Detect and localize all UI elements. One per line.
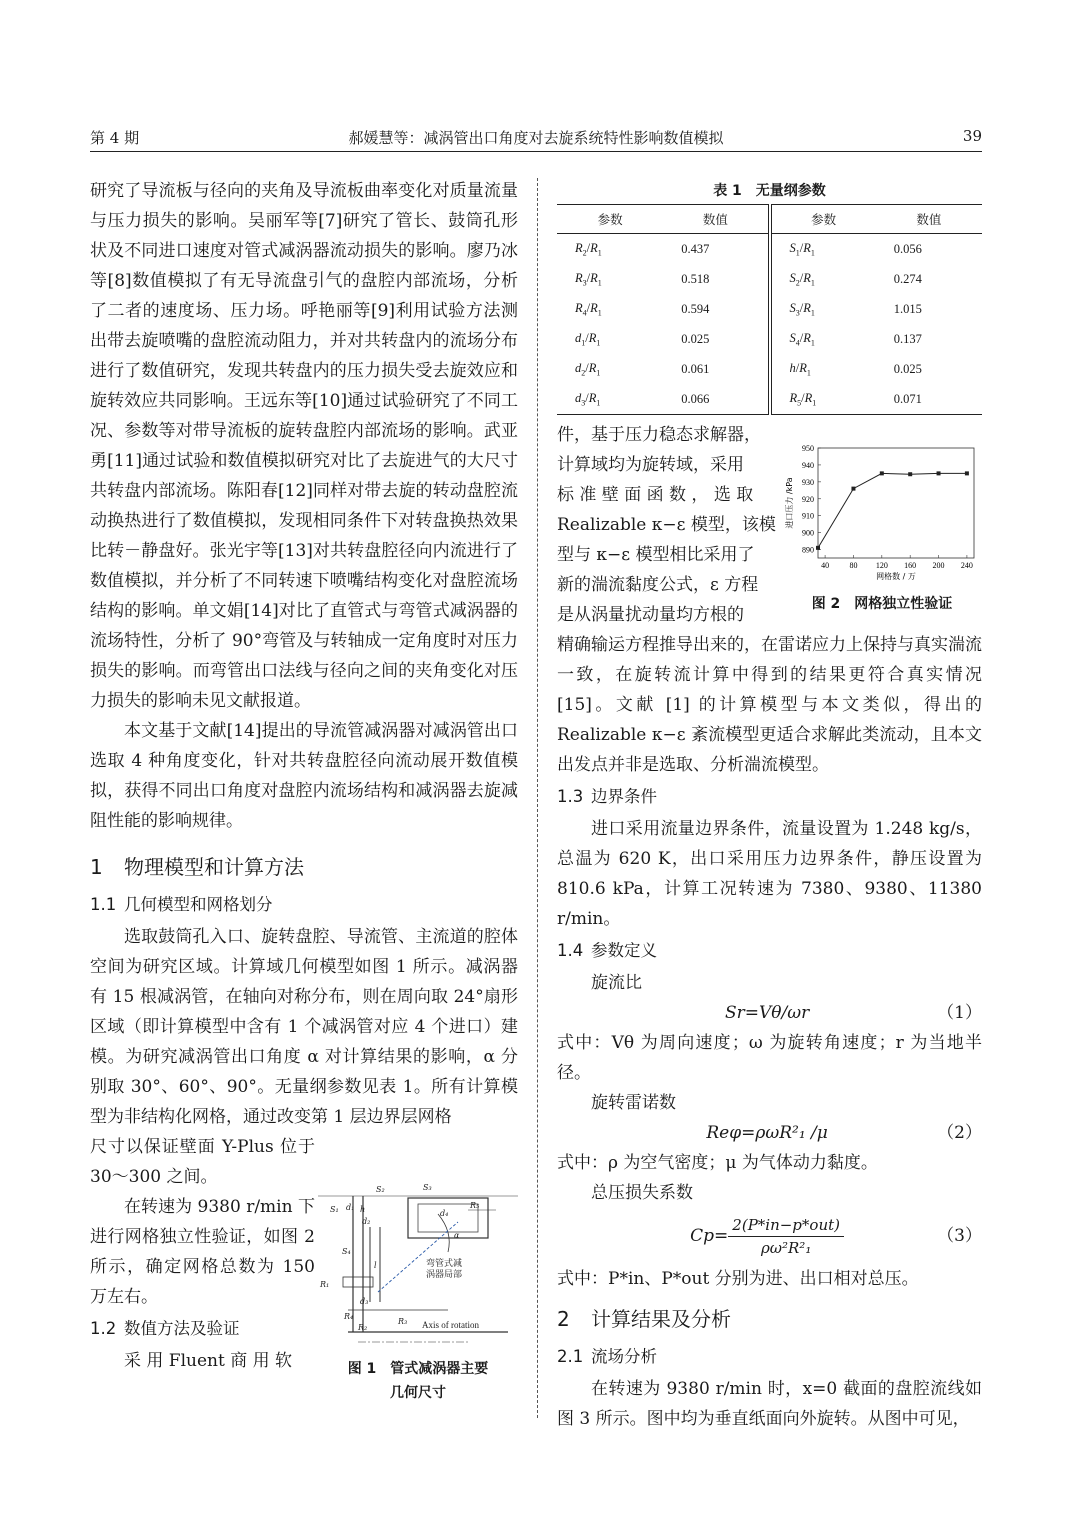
value-cell: 0.437: [663, 234, 769, 265]
param-cell: $d_1/R_1$: [575, 330, 601, 348]
section-1-1-heading: [90, 890, 518, 920]
figure-1-caption: [318, 1357, 518, 1405]
data-point: [965, 471, 969, 475]
value-cell: 0.056: [893, 241, 922, 256]
y-tick-label: 890: [802, 545, 814, 555]
param-cell: $S_4/R_1$: [789, 330, 815, 348]
data-point: [908, 472, 912, 476]
equation-number: （3）: [937, 1226, 982, 1246]
paragraph-aim: 本文基于文献[14]提出的导流管减涡器对减涡管出口选取 4 种角度变化，针对共转盘腔径向流动展开数值模拟，获得不同出口角度对盘腔内流场结构和减涡器去旋减阻性能的影响规律。: [90, 721, 518, 831]
section-number: 2: [557, 1307, 570, 1331]
plot-frame: [818, 448, 974, 558]
figure-2-caption: 图 2 网格独立性验证: [811, 596, 953, 612]
param-cell: $R_4/R_1$: [575, 300, 602, 318]
caption-line: 图 1 管式减涡器主要: [347, 1361, 489, 1377]
value-cell: 0.066: [663, 384, 769, 415]
label-local-1: 弯管式减: [426, 1259, 463, 1269]
label-d3: d₃: [360, 1297, 369, 1306]
figure-2-line-chart: [782, 440, 982, 595]
param-cell: $R_2/R_1$: [575, 240, 602, 258]
wrap-line: 计算域均为旋转域，采用: [557, 455, 744, 475]
section-title: 几何模型和网格划分: [124, 895, 273, 914]
y-tick-label: 940: [802, 460, 814, 470]
paragraph-realizable: 精确输运方程推导出来的，在雷诺应力上保持与真实湍流一致，在旋转流计算中得到的结果更符合真实情况 [15]。文献 [1] 的计算模型与本文类似，得出的 Realizable κ−ε 紊流模型更适合求解此类流动，且本文出发点并非是选取、分析湍流模型。: [557, 635, 982, 775]
label-s2: S₂: [376, 1185, 385, 1194]
wrap-line: 是从涡量扰动量均方根的: [557, 605, 744, 625]
section-1-2-heading: [90, 1314, 315, 1344]
header-cell: 参数: [557, 205, 663, 234]
label-axis: Axis of rotation: [422, 1320, 479, 1330]
param-cell: $S_2/R_1$: [789, 270, 815, 288]
section-1-3-heading: [557, 782, 982, 812]
paragraph-eq2-def: 式中：ρ 为空气密度；μ 为气体动力黏度。: [557, 1153, 878, 1173]
param-cell: $R_3/R_1$: [575, 270, 602, 288]
param-cell: $d_2/R_1$: [575, 360, 601, 378]
equation-denominator: ρω²R²₁: [760, 1238, 812, 1257]
x-tick-label: 160: [904, 561, 917, 570]
label-r4: R₄: [344, 1312, 354, 1321]
value-cell: 0.025: [663, 324, 769, 354]
header-rule: [90, 151, 982, 152]
section-title: 计算结果及分析: [591, 1307, 731, 1331]
section-title: 数值方法及验证: [124, 1319, 240, 1338]
header-cell: 数值: [876, 205, 982, 234]
equation-3: [557, 1208, 982, 1264]
wrap-line: Realizable κ−ε 模型，该模: [557, 515, 776, 535]
value-cell: 0.071: [876, 384, 982, 415]
x-tick-label: 80: [849, 561, 858, 570]
rotational-re-label: 旋转雷诺数: [591, 1093, 676, 1113]
section-number: 2.1: [557, 1347, 584, 1366]
figure-1-geometry-diagram: [318, 1182, 518, 1352]
label-l: l: [374, 1261, 377, 1270]
label-r1: R₁: [320, 1280, 330, 1289]
equation-lhs: Cp=: [690, 1226, 729, 1246]
label-s3: S₃: [423, 1183, 432, 1192]
table-row: [557, 234, 982, 265]
data-point: [937, 471, 941, 475]
x-axis-label: 网格数 / 万: [876, 572, 916, 581]
equation-2: [557, 1118, 982, 1148]
value-cell: 0.025: [893, 361, 922, 376]
label-r5: R₅: [470, 1201, 480, 1210]
section-number: 1: [90, 855, 103, 879]
data-point: [880, 471, 884, 475]
wrap-line: 标 准 壁 面 函 数 ， 选 取: [557, 485, 754, 505]
value-cell: 0.061: [663, 354, 769, 384]
table-row: [557, 294, 982, 324]
x-tick-label: 200: [932, 561, 945, 570]
column-divider: [537, 178, 538, 1418]
equation-number: （2）: [937, 1123, 982, 1143]
paragraph-intro-refs: 研究了导流板与径向的夹角及导流板曲率变化对质量流量与压力损失的影响。吴丽军等[7]研究了管长、鼓筒孔形状及不同进口速度对管式减涡器流动损失的影响。廖乃冰等[8]数值模拟了有无导流盘引气的盘腔内部流场，分析了二者的速度场、压力场。呼艳丽等[9]利用试验方法测出带去旋喷嘴的盘腔流动阻力，并对共转盘内的流场分布进行了数值研究，发现共转盘内的压力损失受去旋效应和旋转效应共同影响。王远东等[10]通过试验研究了不同工况、参数等对带导流板的旋转盘腔内部流场的影响。武亚勇[11]通过试验和数值模拟研究对比了去旋进气的大尺寸共转盘内部流场。陈阳春[12]同样对带去旋的转动盘腔流动换热进行了数值模拟，发现相同条件下对转盘换热效果比转－静盘好。张光宇等[13]对共转盘腔径向内流进行了数值模拟，并分析了不同转速下喷嘴结构变化对盘腔流场结构的影响。单文娟[14]对比了直管式与弯管式减涡器的流场特性，分析了 90°弯管及与转轴成一定角度时对压力损失的影响。而弯管出口法线与径向之间的夹角变化对压力损失的影响未见文献报道。: [90, 181, 518, 711]
value-cell: 0.594: [663, 294, 769, 324]
label-local-2: 涡器局部: [426, 1270, 463, 1280]
section-title: 流场分析: [591, 1347, 657, 1366]
issue-label: 第 4 期: [90, 129, 140, 147]
label-s1: S₁: [330, 1205, 339, 1214]
x-tick-label: 120: [875, 561, 888, 570]
y-tick-label: 920: [802, 494, 814, 504]
running-header: [90, 127, 982, 149]
label-d1: d₁: [346, 1203, 355, 1212]
label-r2: R₂: [358, 1323, 368, 1332]
section-number: 1.4: [557, 941, 584, 960]
label-s4: S₄: [342, 1247, 351, 1256]
y-axis-label: 进口压力 /kPa: [785, 477, 794, 529]
paragraph-flowfield: 在转速为 9380 r/min 时，x=0 截面的盘腔流线如图 3 所示。图中均为垂直纸面向外旋转。从图中可见，: [557, 1379, 982, 1429]
x-tick-label: 240: [960, 561, 973, 570]
page-number: 39: [962, 127, 982, 145]
y-tick-label: 900: [802, 528, 814, 538]
section-number: 1.2: [90, 1319, 117, 1338]
wrap-line: 新的湍流黏度公式，ε 方程: [557, 575, 759, 595]
series-line: [818, 473, 967, 547]
header-cell: 参数: [770, 205, 876, 234]
label-h: h: [360, 1205, 366, 1214]
right-column-wrap: [557, 420, 776, 630]
value-cell: 1.015: [893, 301, 922, 316]
data-point: [816, 546, 820, 550]
right-column: [557, 630, 982, 1434]
paragraph-geometry: 选取鼓筒孔入口、旋转盘腔、导流管、主流道的腔体空间为研究区域。计算域几何模型如图 1 所示。减涡器有 15 根减涡管，在轴向对称分布，则在周向取 24°扇形区域（即计算模型中含有 1 个减涡管对应 4 个进口）建模。为研究减涡管出口角度 α 对计算结果的影响，α 分别取 30°、60°、90°。无量纲参数见表 1。所有计算模型为非结构化网格，通过改变第 1 层边界层网格: [90, 927, 518, 1127]
caption-line: 几何尺寸: [390, 1385, 446, 1401]
param-cell: $S_1/R_1$: [789, 240, 815, 258]
table-row: [557, 264, 982, 294]
loss-coefficient-label: 总压损失系数: [591, 1183, 693, 1203]
label-d2: d₂: [362, 1217, 371, 1226]
table-1-title: 表 1 无量纲参数: [713, 183, 826, 199]
section-2-1-heading: [557, 1342, 982, 1372]
table-header-row: [557, 205, 982, 234]
param-cell: $S_3/R_1$: [789, 300, 815, 318]
section-1-heading: [90, 852, 518, 882]
paragraph-eq1-def: 式中：Vθ 为周向速度；ω 为旋转角速度；r 为当地半径。: [557, 1033, 982, 1083]
section-2-heading: [557, 1304, 982, 1334]
section-number: 1.1: [90, 895, 117, 914]
section-title: 边界条件: [591, 787, 657, 806]
equation-1: [557, 998, 982, 1028]
value-cell: 0.137: [893, 331, 922, 346]
value-cell: 0.518: [663, 264, 769, 294]
label-alpha: α: [454, 1231, 460, 1240]
y-tick-label: 910: [802, 511, 814, 521]
section-title: 物理模型和计算方法: [124, 855, 304, 879]
equation-body: Reφ=ρωR²₁ /μ: [706, 1123, 828, 1143]
table-row: [557, 384, 982, 415]
equation-number: （1）: [937, 1003, 982, 1023]
paragraph-boundary: 进口采用流量边界条件，流量设置为 1.248 kg/s，总温为 620 K，出口采用压力边界条件，静压设置为 810.6 kPa，计算工况转速为 7380、9380、11380 r/min。: [557, 819, 982, 929]
param-cell: $R_5/R_1$: [770, 384, 876, 415]
section-number: 1.3: [557, 787, 584, 806]
label-d4: d₄: [440, 1209, 449, 1218]
equation-body: Sr=Vθ/ωr: [724, 1003, 810, 1023]
value-cell: 0.274: [893, 271, 922, 286]
data-point: [851, 487, 855, 491]
paragraph-eq3-def: 式中：P*in、P*out 分别为进、出口相对总压。: [557, 1269, 919, 1289]
swirl-ratio-label: 旋流比: [591, 973, 642, 993]
header-cell: 数值: [663, 205, 769, 234]
paragraph-grid-independence: 在转速为 9380 r/min 下进行网格独立性验证，如图 2 所示，确定网格总数为 150 万左右。: [90, 1197, 315, 1307]
x-tick-label: 40: [821, 561, 830, 570]
label-r3: R₃: [398, 1317, 408, 1326]
section-1-4-heading: [557, 936, 982, 966]
table-row: [557, 324, 982, 354]
y-tick-label: 950: [802, 444, 814, 453]
wrap-line: 型与 κ−ε 模型相比采用了: [557, 545, 755, 565]
param-cell: $h/R_1$: [789, 360, 811, 378]
table-row: [557, 354, 982, 384]
table-1: [557, 204, 982, 415]
equation-numerator: 2(P*in−p*out): [728, 1214, 844, 1237]
wrap-line: 件，基于压力稳态求解器，: [557, 425, 761, 445]
y-tick-label: 930: [802, 477, 814, 487]
paragraph-fluent-start: 采 用 Fluent 商 用 软: [124, 1351, 293, 1371]
section-title: 参数定义: [591, 941, 657, 960]
paragraph-yplus: 尺寸以保证壁面 Y-Plus 位于 30～300 之间。: [90, 1137, 315, 1187]
running-title: 郝媛慧等：减涡管出口角度对去旋系统特性影响数值模拟: [348, 129, 724, 147]
param-cell: $d_3/R_1$: [557, 384, 663, 415]
